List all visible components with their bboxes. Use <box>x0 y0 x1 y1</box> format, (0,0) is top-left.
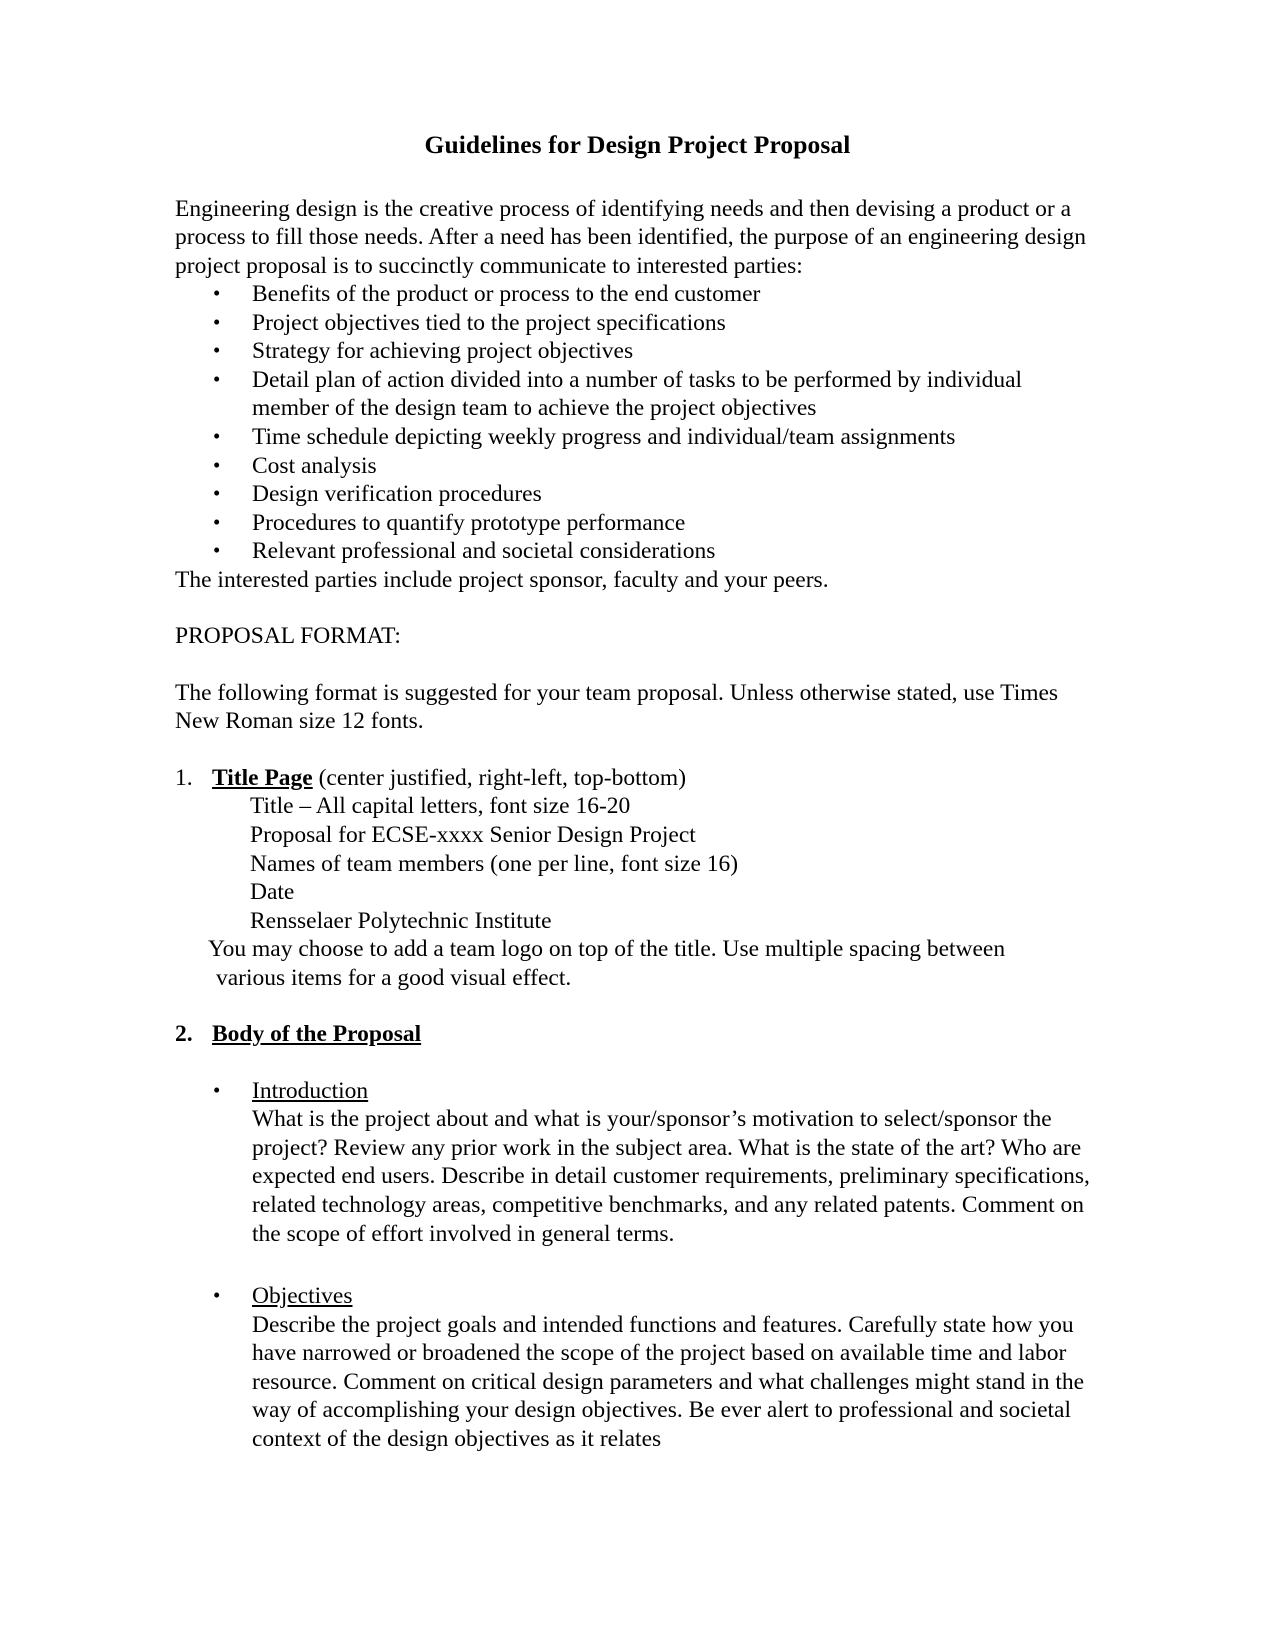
list-item <box>175 309 1100 338</box>
spacer <box>175 992 1100 1020</box>
spacer <box>175 651 1100 679</box>
body-subsection-list <box>175 1077 1100 1454</box>
bullet-icon: • <box>213 481 221 506</box>
title-page-line: Rensselaer Polytechnic Institute <box>250 907 552 934</box>
title-page-line: Names of team members (one per line, font size 16) <box>250 850 739 877</box>
bullet-icon: • <box>213 1077 221 1102</box>
section-heading-line <box>175 1020 1100 1049</box>
section-body-of-proposal <box>175 1020 1100 1453</box>
bullet-icon: • <box>213 1283 221 1308</box>
list-item-label: Project objectives tied to the project specifications <box>252 309 726 336</box>
page-title: Guidelines for Design Project Proposal <box>424 130 851 159</box>
bullet-icon: • <box>213 338 221 363</box>
subsection-title: Objectives <box>252 1283 353 1310</box>
section-heading: Body of the Proposal <box>212 1021 422 1048</box>
title-page-note-continuation: various items for a good visual effect. <box>216 964 572 991</box>
bullet-icon: • <box>213 452 221 477</box>
subsection-body: What is the project about and what is your/sponsor’s motivation to select/sponsor the project? Review any prior work in the subject area. What is the state of the art? Who are expected end users. Describe in detail customer requirements, preliminary specifications, related technology areas, competitive benchmarks, and any related patents. Comment on the scope of effort involved in general terms. <box>252 1106 1090 1247</box>
list-item-label: Cost analysis <box>252 452 377 479</box>
list-item <box>175 423 1100 452</box>
subsection-title: Introduction <box>252 1077 369 1104</box>
list-item-label: Detail plan of action divided into a number of tasks to be performed by individual member of the design team to achieve the project objectives <box>252 366 1023 422</box>
list-item <box>175 1077 1100 1248</box>
list-item-label: Benefits of the product or process to the end customer <box>252 281 761 308</box>
section-heading-suffix: (center justified, right-left, top-bottom) <box>312 764 687 791</box>
list-item <box>175 452 1100 481</box>
proposal-format-heading: PROPOSAL FORMAT: <box>175 623 401 650</box>
spacer <box>175 1049 1100 1077</box>
list-item <box>175 509 1100 538</box>
list-item <box>175 337 1100 366</box>
bullet-icon: • <box>213 509 221 534</box>
bullet-icon: • <box>213 281 221 306</box>
list-item <box>175 537 1100 566</box>
subsection-body: Describe the project goals and intended functions and features. Carefully state how you have narrowed or broadened the scope of the project based on available time and labor resource. Comment on critical design parameters and what challenges might stand in the way of accomplishing your design objectives. Be ever alert to professional and societal context of the design objectives as it relates <box>252 1311 1085 1452</box>
interested-parties-line: The interested parties include project sponsor, faculty and your peers. <box>175 566 829 593</box>
section-heading: Title Page <box>212 764 313 791</box>
list-item-label: Strategy for achieving project objectives <box>252 338 634 365</box>
list-item-label: Time schedule depicting weekly progress and individual/team assignments <box>252 423 956 450</box>
title-page-line: Date <box>250 879 295 906</box>
communicate-bullet-list <box>175 280 1100 565</box>
spacer <box>175 594 1100 622</box>
list-item-label: Design verification procedures <box>252 481 542 508</box>
section-title-page <box>175 764 1100 992</box>
format-paragraph: The following format is suggested for your team proposal. Unless otherwise stated, use Times New Roman size 12 fonts. <box>175 679 1059 735</box>
list-item <box>175 366 1100 423</box>
title-page-note-first-line: You may choose to add a team logo on top of the title. Use multiple spacing between <box>208 936 1006 963</box>
list-item-label: Relevant professional and societal considerations <box>252 538 716 565</box>
spacer <box>175 736 1100 764</box>
section-number: 2. <box>175 1021 193 1048</box>
bullet-icon: • <box>213 309 221 334</box>
title-page-line: Title – All capital letters, font size 16-20 <box>250 793 631 820</box>
list-item <box>175 280 1100 309</box>
bullet-icon: • <box>213 538 221 563</box>
bullet-icon: • <box>213 423 221 448</box>
list-item-label: Procedures to quantify prototype performance <box>252 509 686 536</box>
section-number: 1. <box>175 764 193 791</box>
intro-paragraph: Engineering design is the creative process of identifying needs and then devising a product or a process to fill those needs. After a need has been identified, the purpose of an engineering design project proposal is to succinctly communicate to interested parties: <box>175 195 1086 279</box>
section-heading-line <box>175 764 1100 793</box>
list-item <box>175 480 1100 509</box>
list-item <box>175 1282 1100 1453</box>
title-page-note-second-line <box>175 964 1100 993</box>
bullet-icon: • <box>213 366 221 391</box>
title-page-line: Proposal for ECSE-xxxx Senior Design Project <box>250 821 696 848</box>
